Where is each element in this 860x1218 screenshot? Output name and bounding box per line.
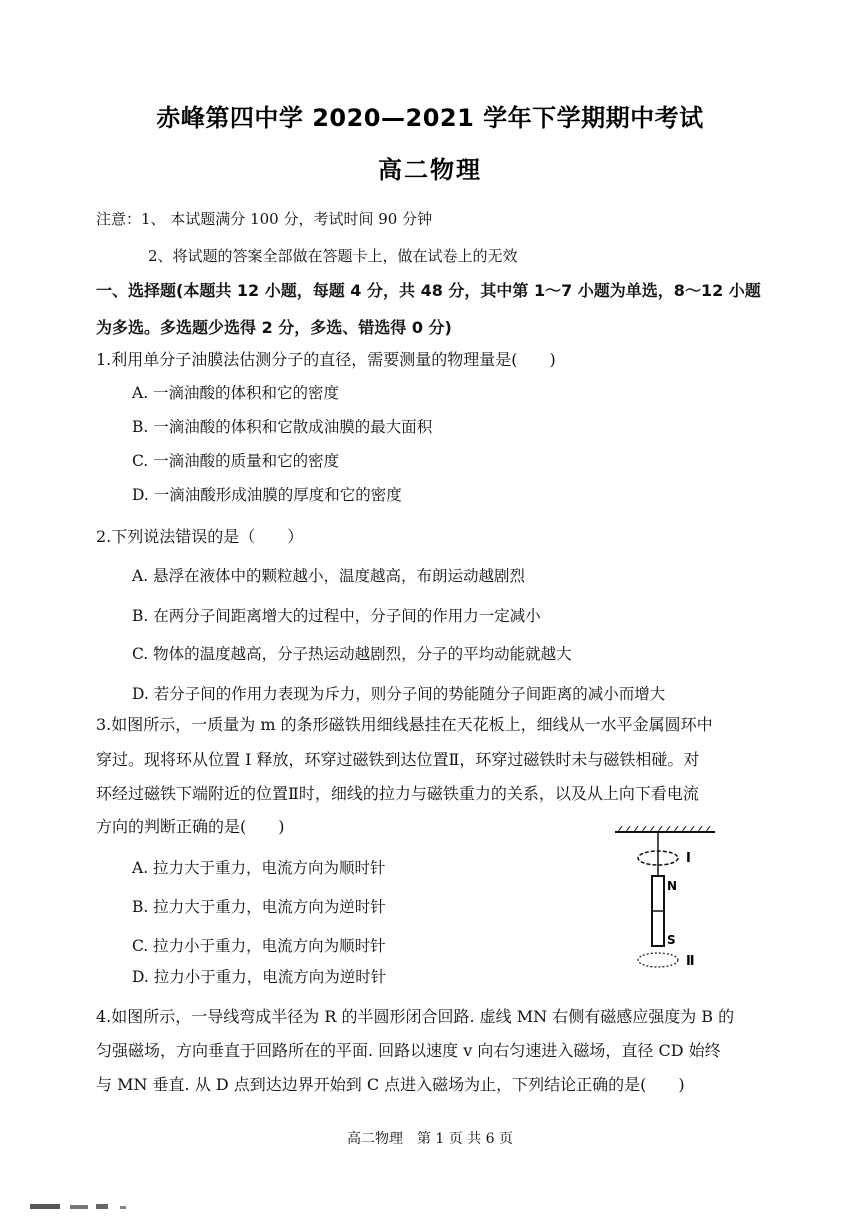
label-position-2: Ⅱ xyxy=(686,954,695,969)
question-3-stem-line-3: 环经过磁铁下端附近的位置Ⅱ时，细线的拉力与磁铁重力的关系，以及从上向下看电流 xyxy=(96,784,699,803)
page-footer: 高二物理 第 1 页 共 6 页 xyxy=(346,1131,514,1147)
question-3-option-d: D. 拉力小于重力，电流方向为逆时针 xyxy=(132,968,387,986)
label-position-1: Ⅰ xyxy=(686,851,691,866)
note-2: 2、将试题的答案全部做在答题卡上，做在试卷上的无效 xyxy=(148,247,518,265)
magnet-ring-figure xyxy=(610,822,720,982)
question-2-option-d: D. 若分子间的作用力表现为斥力，则分子间的势能随分子间距离的减小而增大 xyxy=(132,685,666,703)
question-1-option-d: D. 一滴油酸形成油膜的厚度和它的密度 xyxy=(132,486,402,504)
question-2-option-b: B. 在两分子间距离增大的过程中，分子间的作用力一定减小 xyxy=(132,607,541,625)
question-4-stem: 4.如图所示，一导线弯成半径为 R 的半圆形闭合回路. 虚线 MN 右侧有磁感应强度为 B 的 xyxy=(96,1007,735,1026)
question-4-stem-line-3: 与 MN 垂直. 从 D 点到达边界开始到 C 点进入磁场为止，下列结论正确的是( ) xyxy=(96,1075,685,1094)
question-3-stem-line-2: 穿过。现将环从位置 Ⅰ 释放，环穿过磁铁到达位置Ⅱ，环穿过磁铁时未与磁铁相碰。对 xyxy=(96,750,700,769)
question-2-stem: 2.下列说法错误的是（ ） xyxy=(96,527,304,546)
question-1-option-c: C. 一滴油酸的质量和它的密度 xyxy=(132,452,340,470)
question-3-option-b: B. 拉力大于重力，电流方向为逆时针 xyxy=(132,898,386,916)
section-heading: 一、选择题(本题共 12 小题，每题 4 分，共 48 分，其中第 1～7 小题为单选，8～12 小题 xyxy=(96,281,761,300)
section-heading-cont: 为多选。多选题少选得 2 分，多选、错选得 0 分) xyxy=(96,318,452,337)
ring-position-2 xyxy=(638,953,678,967)
exam-title: 赤峰第四中学 2020—2021 学年下学期期中考试 xyxy=(156,104,704,132)
note-1: 注意：1、 本试题满分 100 分，考试时间 90 分钟 xyxy=(96,210,433,228)
question-1-option-b: B. 一滴油酸的体积和它散成油膜的最大面积 xyxy=(132,418,433,436)
question-3-stem-line-4: 方向的判断正确的是( ) xyxy=(96,817,285,836)
question-2-option-c: C. 物体的温度越高，分子热运动越剧烈，分子的平均动能就越大 xyxy=(132,645,572,663)
question-3-stem: 3.如图所示，一质量为 m 的条形磁铁用细线悬挂在天花板上，细线从一水平金属圆环中 xyxy=(96,715,713,734)
question-4-stem-line-2: 匀强磁场，方向垂直于回路所在的平面. 回路以速度 v 向右匀速进入磁场，直径 CD 始终 xyxy=(96,1041,721,1060)
south-pole-label: S xyxy=(667,933,676,947)
exam-subject: 高二物理 xyxy=(378,156,482,184)
question-1-stem: 1.利用单分子油膜法估测分子的直径，需要测量的物理量是( ) xyxy=(96,350,556,369)
scan-artifact xyxy=(30,1204,170,1210)
question-2-option-a: A. 悬浮在液体中的颗粒越小，温度越高，布朗运动越剧烈 xyxy=(132,567,526,585)
north-pole-label: N xyxy=(667,879,678,893)
question-1-option-a: A. 一滴油酸的体积和它的密度 xyxy=(132,384,340,402)
question-3-option-a: A. 拉力大于重力，电流方向为顺时针 xyxy=(132,859,386,877)
question-3-option-c: C. 拉力小于重力，电流方向为顺时针 xyxy=(132,937,386,955)
